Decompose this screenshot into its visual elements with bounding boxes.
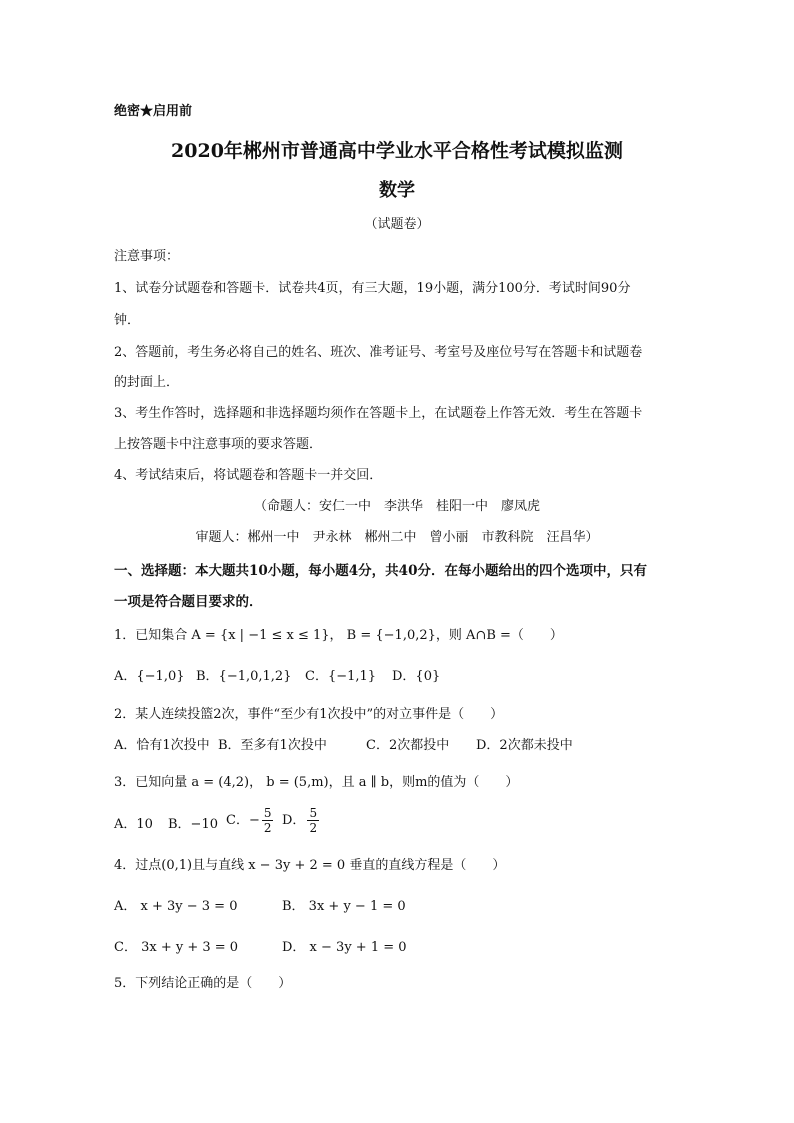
question-1-option-b: B．{−1,0,1,2} <box>196 669 292 684</box>
notice-line: 2、答题前，考生务必将自己的姓名、班次、准考证号、考室号及座位号写在答题卡和试题卷 <box>114 345 643 360</box>
question-2-option-d: D．2次都未投中 <box>476 738 573 753</box>
proposers-line: （命题人：安仁一中 李洪华 桂阳一中 廖凤虎 <box>253 499 540 514</box>
notice-line: 上按答题卡中注意事项的要求答题． <box>114 437 323 452</box>
paper-type: （试题卷） <box>364 217 430 232</box>
question-5-stem: 5．下列结论正确的是（ ） <box>114 976 292 991</box>
question-1-stem: 1．已知集合 A = {x | −1 ≤ x ≤ 1}， B = {−1,0,2}，则 A∩B =（ ） <box>114 628 563 643</box>
question-4-option-d: D． x − 3y + 1 = 0 <box>282 940 407 955</box>
fraction-denominator: 2 <box>263 821 272 835</box>
notice-line: 钟． <box>114 313 141 328</box>
notice-line: 的封面上． <box>114 375 180 390</box>
question-1-option-d: D．{0} <box>392 669 441 684</box>
fraction-numerator: 5 <box>263 806 272 820</box>
section-heading-cont: 一项是符合题目要求的． <box>114 594 263 610</box>
notice-line: 1、试卷分试题卷和答题卡．试卷共4页，有三大题，19小题，满分100分．考试时间90分 <box>114 281 631 296</box>
notice-line: 4、考试结束后，将试题卷和答题卡一并交回． <box>114 468 383 483</box>
question-3-stem: 3．已知向量 a = (4,2)， b = (5,m)，且 a ∥ b，则m的值为（ ） <box>114 775 519 790</box>
notice-title: 注意事项： <box>114 249 180 264</box>
fraction-numerator: 5 <box>309 806 318 820</box>
question-3-option-d: D． <box>282 812 306 828</box>
question-2-option-b: B．至多有1次投中 <box>218 738 327 753</box>
fraction <box>262 806 274 835</box>
fraction <box>307 806 319 835</box>
question-2-stem: 2．某人连续投篮2次，事件“至少有1次投中”的对立事件是（ ） <box>114 707 504 722</box>
question-3-option-c: C．− <box>226 812 260 828</box>
question-3-option-a: A．10 <box>114 817 153 832</box>
question-1-option-a: A．{−1,0} <box>114 669 185 684</box>
question-4-option-c: C． 3x + y + 3 = 0 <box>114 940 239 955</box>
question-4-option-b: B． 3x + y − 1 = 0 <box>282 899 406 914</box>
question-4-stem: 4．过点(0,1)且与直线 x − 3y + 2 = 0 垂直的直线方程是（ ） <box>114 858 506 873</box>
section-heading: 一、选择题：本大题共10小题，每小题4分，共40分．在每小题给出的四个选项中，只有 <box>114 563 647 579</box>
subject-title: 数学 <box>379 180 415 201</box>
notice-line: 3、考生作答时，选择题和非选择题均须作在答题卡上，在试题卷上作答无效．考生在答题卡 <box>114 406 643 421</box>
secret-mark: 绝密★启用前 <box>114 104 193 119</box>
fraction-denominator: 2 <box>309 821 318 835</box>
question-1-option-c: C．{−1,1} <box>305 669 377 684</box>
question-3-option-d-wrap <box>282 806 321 835</box>
question-3-option-c-wrap <box>226 806 275 835</box>
question-4-option-a: A． x + 3y − 3 = 0 <box>114 899 238 914</box>
exam-title: 2020年郴州市普通高中学业水平合格性考试模拟监测 <box>171 140 623 162</box>
question-2-option-c: C．2次都投中 <box>366 738 450 753</box>
reviewers-line: 审题人：郴州一中 尹永林 郴州二中 曾小丽 市教科院 汪昌华） <box>195 530 599 545</box>
question-2-option-a: A．恰有1次投中 <box>114 738 210 753</box>
question-3-option-b: B．−10 <box>168 817 218 832</box>
